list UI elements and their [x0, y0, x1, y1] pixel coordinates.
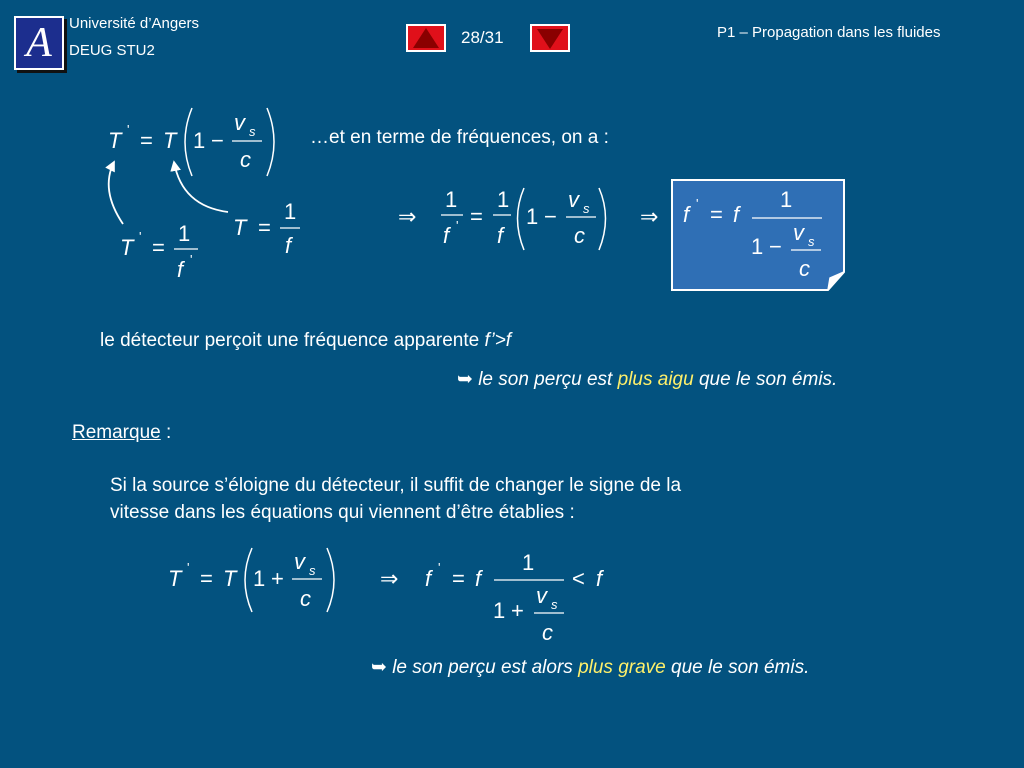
svg-text:+: + [271, 566, 284, 591]
svg-text:f: f [475, 566, 482, 591]
svg-text:1: 1 [284, 199, 297, 224]
intro-text: …et en terme de fréquences, on a : [310, 127, 609, 148]
conclusion1-part1: le son perçu est [478, 369, 618, 390]
remark-line-1: Si la source s’éloigne du détecteur, il suffit de changer le signe de la [110, 475, 682, 496]
svg-text:=: = [710, 202, 723, 227]
conclusion-lower-pitch [371, 654, 809, 682]
svg-text:⇒: ⇒ [398, 204, 417, 229]
svg-text:1: 1 [780, 187, 793, 212]
svg-text:−: − [544, 204, 557, 229]
conclusion-higher-pitch [457, 366, 837, 394]
svg-text:=: = [258, 215, 271, 240]
svg-text:1: 1 [178, 221, 191, 246]
conclusion2-highlight: plus grave [578, 657, 666, 678]
svg-text:c: c [799, 256, 810, 281]
svg-text:f: f [596, 566, 603, 591]
svg-text:s: s [808, 234, 815, 249]
remark-colon: : [160, 422, 172, 443]
result-box-frequency [672, 180, 844, 290]
slide-title: P1 – Propagation dans les fluides [717, 24, 941, 41]
svg-text:f: f [683, 202, 690, 227]
svg-text:=: = [470, 204, 483, 229]
svg-text:f: f [285, 233, 292, 258]
svg-text:⇒: ⇒ [640, 204, 659, 229]
arrow-icon: ➥ [371, 657, 387, 678]
equation-period-apparent [120, 221, 198, 282]
svg-text:f: f [443, 223, 450, 248]
remark-line-2: vitesse dans les équations qui viennent d’être établies : [110, 502, 575, 523]
svg-text:1: 1 [526, 204, 539, 229]
svg-text:−: − [211, 128, 224, 153]
svg-text:': ' [190, 252, 193, 267]
program-name: DEUG STU2 [69, 42, 155, 59]
svg-text:T: T [233, 215, 247, 240]
remark-label: Remarque [72, 422, 161, 443]
svg-text:s: s [249, 124, 256, 139]
svg-text:': ' [139, 229, 142, 244]
svg-text:s: s [309, 563, 316, 578]
svg-text:1: 1 [253, 566, 266, 591]
svg-text:+: + [511, 598, 524, 623]
svg-text:=: = [140, 128, 153, 153]
svg-text:': ' [127, 122, 130, 137]
university-name: Université d’Angers [69, 15, 200, 32]
svg-text:T: T [163, 128, 177, 153]
svg-text:f: f [497, 223, 504, 248]
svg-text:−: − [769, 234, 782, 259]
svg-text:v: v [536, 583, 547, 608]
svg-text:T: T [223, 566, 237, 591]
svg-text:c: c [574, 223, 585, 248]
svg-text:<: < [572, 566, 585, 591]
svg-text:s: s [551, 597, 558, 612]
svg-text:': ' [187, 560, 190, 575]
svg-text:⇒: ⇒ [380, 566, 399, 591]
svg-text:T: T [120, 235, 134, 260]
svg-text:f: f [733, 202, 740, 227]
svg-text:c: c [240, 147, 251, 172]
svg-text:': ' [456, 218, 459, 233]
logo-letter: A [26, 20, 52, 66]
conclusion1-highlight: plus aigu [617, 369, 694, 390]
svg-text:1: 1 [445, 187, 458, 212]
svg-text:v: v [234, 110, 245, 135]
equation-frequency-inverse [398, 187, 658, 250]
arrow-icon: ➥ [457, 369, 473, 390]
remark-heading [72, 419, 171, 447]
detector-sentence [100, 327, 511, 355]
conclusion1-part2: que le son émis. [693, 369, 838, 390]
svg-text:1: 1 [522, 550, 535, 575]
equation-period-source [233, 199, 300, 258]
svg-text:1: 1 [193, 128, 206, 153]
frequency-relation: f’>f [484, 330, 512, 351]
equation-frequency-receding [380, 550, 605, 645]
svg-text:1: 1 [497, 187, 510, 212]
equation-period-receding [168, 548, 334, 612]
svg-text:v: v [294, 549, 305, 574]
svg-text:c: c [300, 586, 311, 611]
svg-text:': ' [696, 196, 699, 211]
page-number: 28/31 [461, 28, 504, 47]
svg-text:s: s [583, 201, 590, 216]
svg-text:f: f [425, 566, 432, 591]
svg-text:=: = [200, 566, 213, 591]
svg-text:': ' [438, 560, 441, 575]
svg-text:T: T [108, 128, 122, 153]
svg-text:=: = [152, 235, 165, 260]
svg-text:f: f [177, 257, 184, 282]
svg-text:1: 1 [493, 598, 506, 623]
svg-text:T: T [168, 566, 182, 591]
svg-text:v: v [793, 220, 804, 245]
svg-text:c: c [542, 620, 553, 645]
svg-text:=: = [452, 566, 465, 591]
conclusion2-part1: le son perçu est alors [392, 657, 579, 678]
svg-text:v: v [568, 187, 579, 212]
equation-period-doppler [108, 108, 274, 176]
conclusion2-part2: que le son émis. [665, 657, 810, 678]
svg-text:1: 1 [751, 234, 764, 259]
detector-text: le détecteur perçoit une fréquence apparente [100, 330, 485, 351]
